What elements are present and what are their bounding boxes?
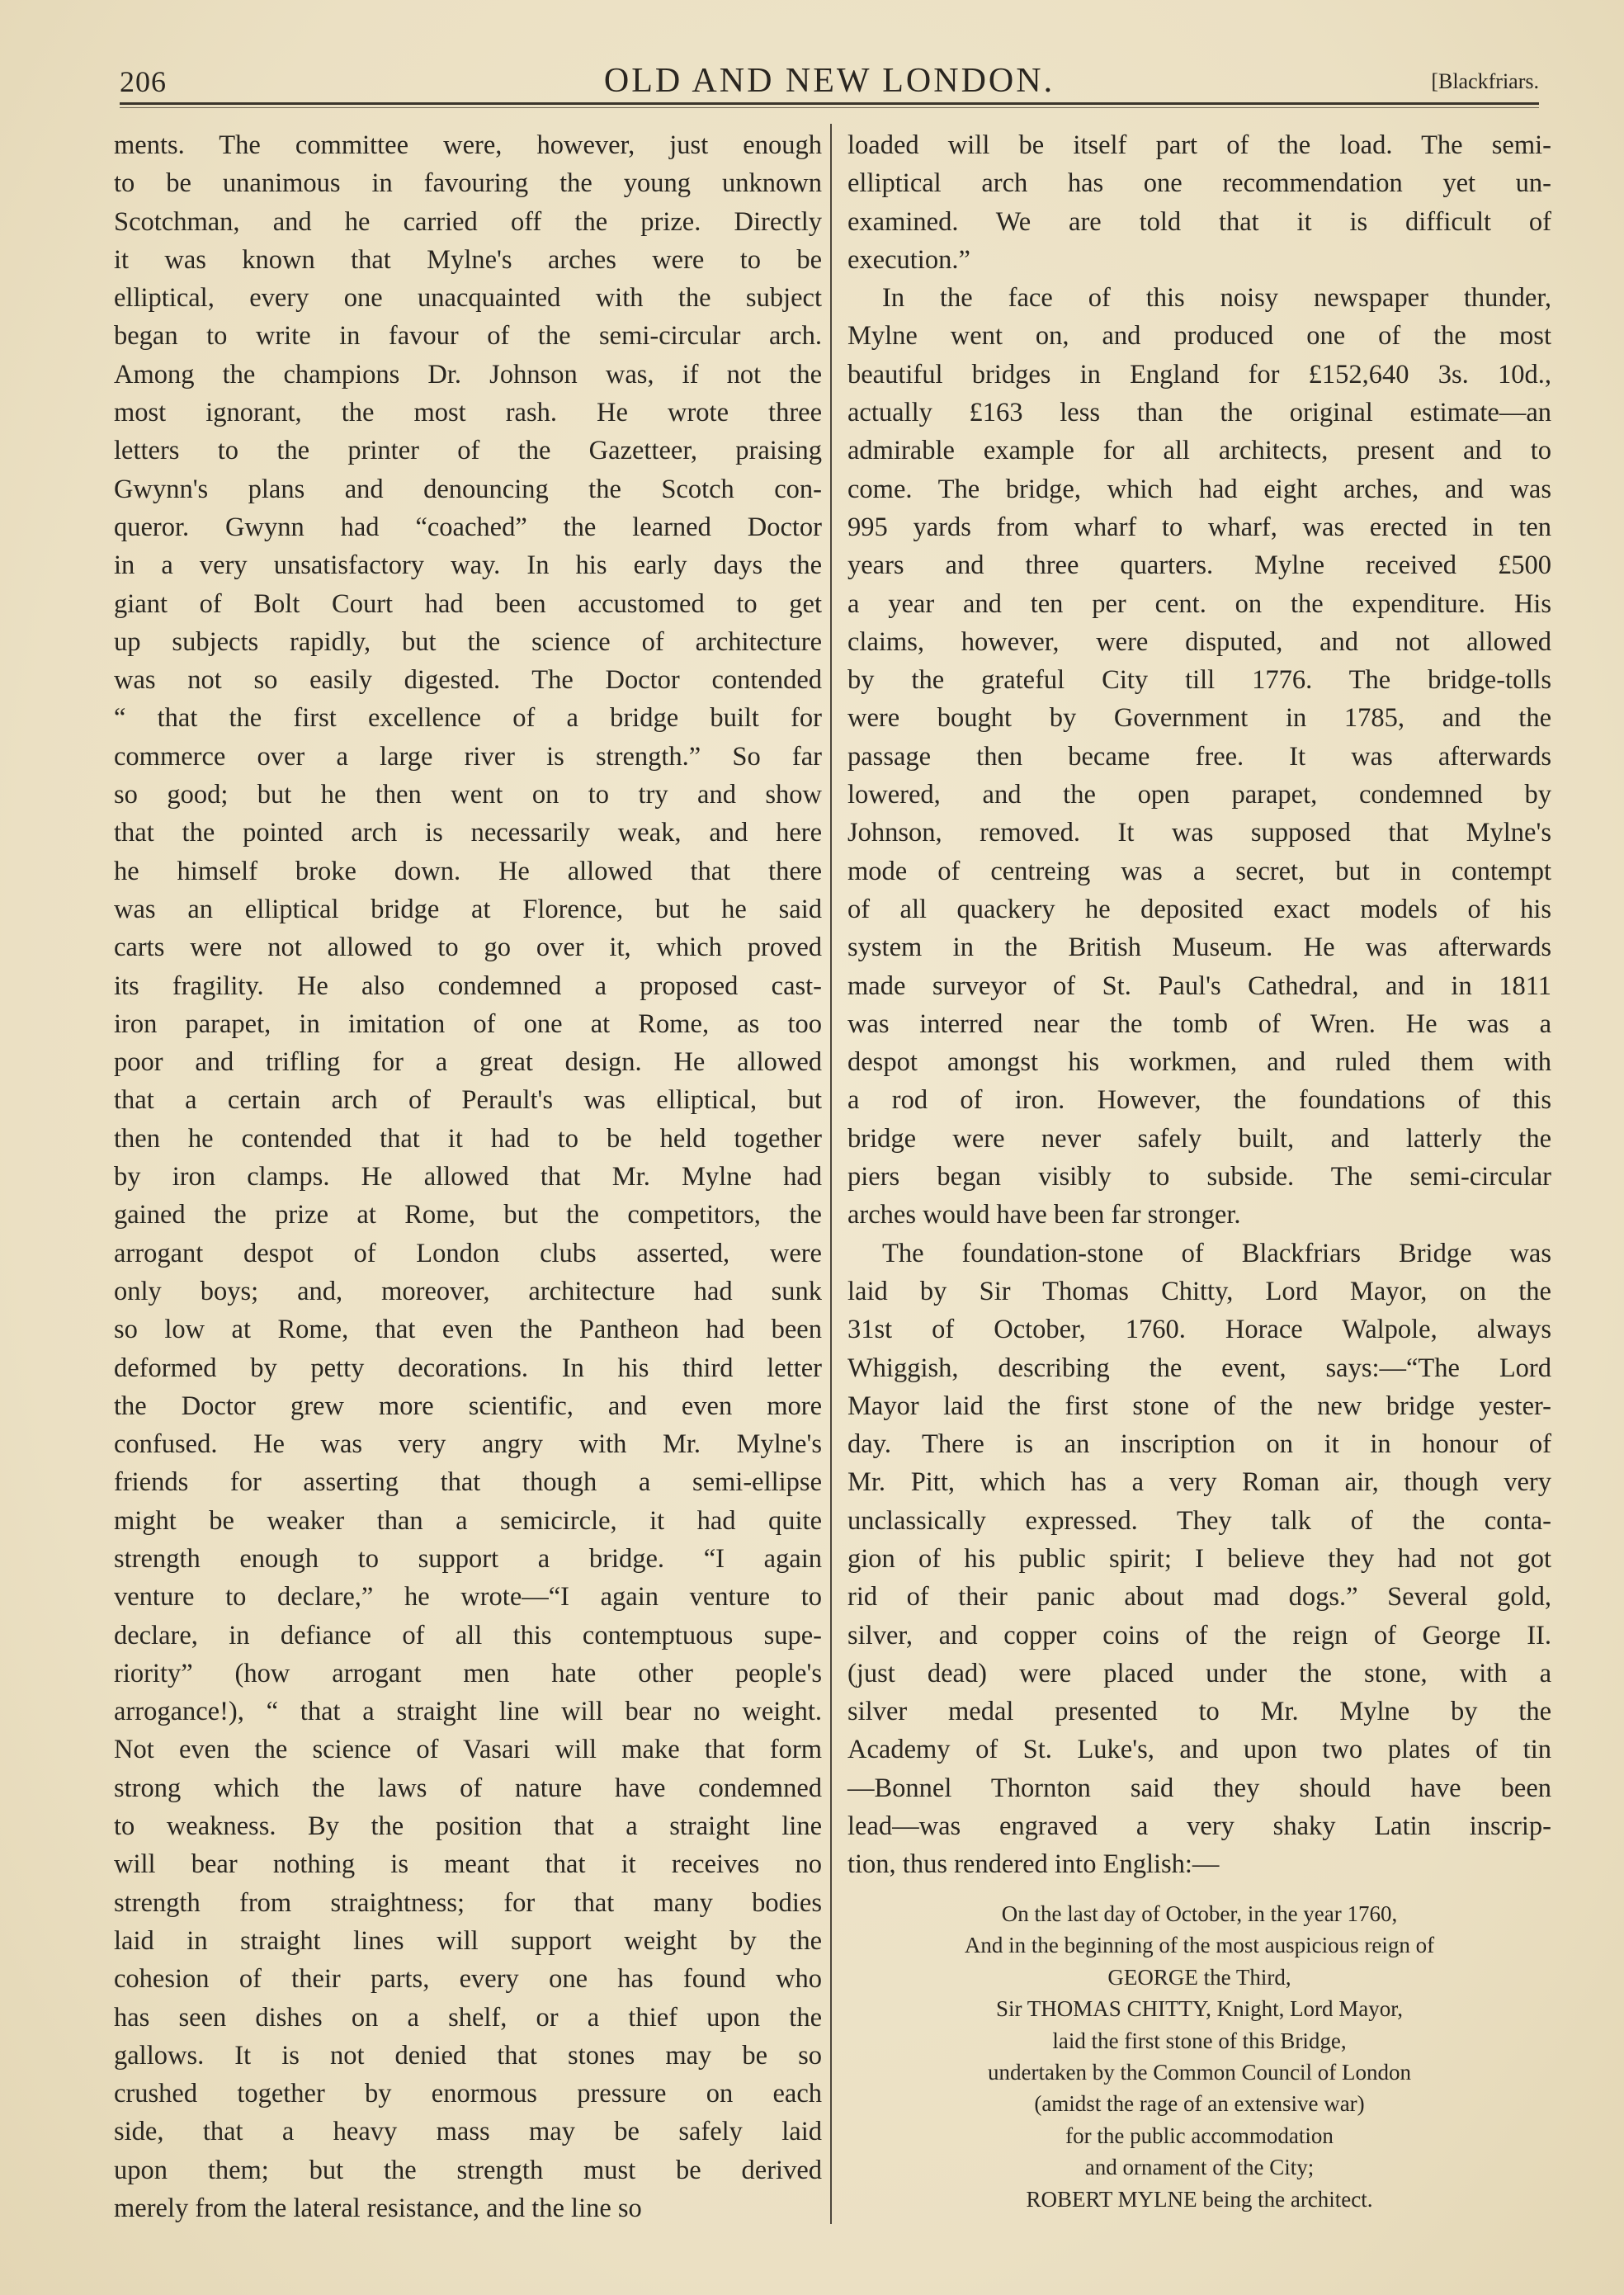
text-line: Among the champions Dr. Johnson was, if not the bbox=[114, 359, 822, 390]
text-line: a rod of iron. However, the foundations of this bbox=[847, 1085, 1551, 1116]
text-line: so low at Rome, that even the Pantheon had been bbox=[114, 1315, 822, 1345]
text-line: began to write in favour of the semi-circular arch. bbox=[114, 321, 822, 352]
text-line: beautiful bridges in England for £152,640 3s. 10d., bbox=[847, 359, 1551, 390]
text-line: loaded will be itself part of the load. The semi- bbox=[847, 130, 1551, 160]
text-line: Mayor laid the first stone of the new bridge yester- bbox=[847, 1391, 1551, 1421]
text-line: “ that the first excellence of a bridge built for bbox=[114, 703, 822, 734]
text-line: poor and trifling for a great design. He allowed bbox=[114, 1047, 822, 1078]
text-line: execution.” bbox=[847, 244, 970, 275]
text-line: The foundation-stone of Blackfriars Bridge was bbox=[882, 1238, 1551, 1268]
inscription-line: On the last day of October, in the year 1760, bbox=[1001, 1901, 1398, 1926]
text-line: it was known that Mylne's arches were to be bbox=[114, 244, 822, 275]
text-line: that a certain arch of Perault's was elliptical, but bbox=[114, 1085, 822, 1116]
header-rule-thin bbox=[120, 107, 1539, 108]
section-tag: [Blackfriars. bbox=[1431, 69, 1539, 93]
text-line: will bear nothing is meant that it receives no bbox=[114, 1849, 822, 1880]
text-line: despot amongst his workmen, and ruled them with bbox=[847, 1047, 1551, 1078]
text-line: up subjects rapidly, but the science of architecture bbox=[114, 626, 822, 657]
text-line: elliptical arch has one recommendation yet un- bbox=[847, 168, 1551, 199]
text-line: merely from the lateral resistance, and the line so bbox=[114, 2193, 642, 2224]
inscription-line: Sir THOMAS CHITTY, Knight, Lord Mayor, bbox=[996, 1996, 1403, 2022]
inscription-line: laid the first stone of this Bridge, bbox=[1052, 2028, 1347, 2053]
text-line: were bought by Government in 1785, and the bbox=[847, 703, 1551, 734]
text-line: was interred near the tomb of Wren. He was a bbox=[847, 1008, 1551, 1039]
text-line: upon them; but the strength must be derived bbox=[114, 2155, 822, 2185]
text-line: 31st of October, 1760. Horace Walpole, always bbox=[847, 1315, 1551, 1345]
text-line: that the pointed arch is necessarily weak, and here bbox=[114, 818, 822, 848]
text-line: arrogant despot of London clubs asserted, were bbox=[114, 1238, 822, 1268]
text-line: has seen dishes on a shelf, or a thief upon the bbox=[114, 2002, 822, 2033]
text-line: made surveyor of St. Paul's Cathedral, and in 1811 bbox=[847, 970, 1551, 1001]
text-line: years and three quarters. Mylne received £500 bbox=[847, 550, 1551, 581]
text-line: day. There is an inscription on it in honour of bbox=[847, 1429, 1551, 1460]
text-line: Not even the science of Vasari will make that form bbox=[114, 1735, 822, 1765]
text-line: he himself broke down. He allowed that there bbox=[114, 856, 822, 886]
text-line: actually £163 less than the original estimate—an bbox=[847, 398, 1551, 428]
inscription-line: for the public accommodation bbox=[1065, 2123, 1334, 2148]
text-line: gained the prize at Rome, but the competitors, the bbox=[114, 1200, 822, 1230]
text-line: its fragility. He also condemned a proposed cast- bbox=[114, 970, 822, 1001]
running-title: OLD AND NEW LONDON. bbox=[603, 62, 1055, 100]
text-line: Johnson, removed. It was supposed that Mylne's bbox=[847, 818, 1551, 848]
text-line: queror. Gwynn had “coached” the learned Doctor bbox=[114, 512, 822, 542]
text-line: rid of their panic about mad dogs.” Several gold, bbox=[847, 1582, 1551, 1613]
text-line: riority” (how arrogant men hate other people's bbox=[114, 1658, 822, 1688]
text-line: arrogance!), “ that a straight line will bear no weight. bbox=[114, 1697, 822, 1727]
text-line: In the face of this noisy newspaper thunder, bbox=[882, 283, 1551, 314]
text-line: elliptical, every one unacquainted with the subject bbox=[114, 283, 822, 314]
text-line: commerce over a large river is strength.” So far bbox=[114, 741, 822, 772]
text-line: Mr. Pitt, which has a very Roman air, though very bbox=[847, 1467, 1551, 1498]
text-line: in a very unsatisfactory way. In his early days the bbox=[114, 550, 822, 581]
text-line: then he contended that it had to be held together bbox=[114, 1123, 822, 1154]
text-line: venture to declare,” he wrote—“I again venture to bbox=[114, 1582, 822, 1613]
text-line: —Bonnel Thornton said they should have been bbox=[847, 1773, 1551, 1803]
text-line: come. The bridge, which had eight arches, and was bbox=[847, 474, 1551, 504]
inscription-line: GEORGE the Third, bbox=[1107, 1964, 1291, 1990]
text-line: admirable example for all architects, present and to bbox=[847, 436, 1551, 466]
text-line: a year and ten per cent. on the expenditure. His bbox=[847, 588, 1551, 619]
text-line: laid by Sir Thomas Chitty, Lord Mayor, on the bbox=[847, 1276, 1551, 1306]
text-line: lead—was engraved a very shaky Latin inscrip- bbox=[847, 1811, 1551, 1842]
inscription-line: (amidst the rage of an extensive war) bbox=[1034, 2091, 1365, 2117]
text-line: arches would have been far stronger. bbox=[847, 1200, 1241, 1230]
text-line: 995 yards from wharf to wharf, was erected in ten bbox=[847, 512, 1551, 542]
text-line: carts were not allowed to go over it, which proved bbox=[114, 933, 822, 963]
text-line: by iron clamps. He allowed that Mr. Mylne had bbox=[114, 1162, 822, 1192]
text-line: laid in straight lines will support weight by the bbox=[114, 1925, 822, 1956]
text-line: of all quackery he deposited exact models of his bbox=[847, 894, 1551, 924]
text-line: giant of Bolt Court had been accustomed to get bbox=[114, 588, 822, 619]
text-line: most ignorant, the most rash. He wrote three bbox=[114, 398, 822, 428]
text-line: was an elliptical bridge at Florence, but he said bbox=[114, 894, 822, 924]
text-line: iron parapet, in imitation of one at Rome, as too bbox=[114, 1008, 822, 1039]
text-line: declare, in defiance of all this contemptuous supe- bbox=[114, 1620, 822, 1650]
header-rule bbox=[120, 102, 1539, 105]
text-line: examined. We are told that it is difficult of bbox=[847, 206, 1551, 237]
text-line: to be unanimous in favouring the young unknown bbox=[114, 168, 822, 199]
left-column bbox=[114, 126, 822, 2227]
text-line: only boys; and, moreover, architecture had sunk bbox=[114, 1276, 822, 1306]
page-header bbox=[120, 58, 1539, 107]
inscription-line: and ornament of the City; bbox=[1084, 2155, 1315, 2180]
text-line: claims, however, were disputed, and not allowed bbox=[847, 626, 1551, 657]
text-line: crushed together by enormous pressure on each bbox=[114, 2079, 822, 2109]
text-line: mode of centreing was a secret, but in contempt bbox=[847, 856, 1551, 886]
text-line: silver, and copper coins of the reign of George II. bbox=[847, 1620, 1551, 1650]
text-line: gion of his public spirit; I believe they had not got bbox=[847, 1543, 1551, 1574]
text-line: deformed by petty decorations. In his third letter bbox=[114, 1353, 822, 1383]
text-line: unclassically expressed. They talk of the conta- bbox=[847, 1505, 1551, 1536]
text-line: friends for asserting that though a semi-ellipse bbox=[114, 1467, 822, 1498]
inscription-line: And in the beginning of the most auspicious reign of bbox=[964, 1933, 1435, 1958]
text-line: (just dead) were placed under the stone, with a bbox=[847, 1658, 1551, 1688]
text-line: Whiggish, describing the event, says:—“The Lord bbox=[847, 1353, 1551, 1383]
text-line: the Doctor grew more scientific, and even more bbox=[114, 1391, 822, 1421]
inscription-block bbox=[847, 1898, 1551, 2215]
text-line: ments. The committee were, however, just enough bbox=[114, 130, 822, 160]
text-line: Gwynn's plans and denouncing the Scotch con- bbox=[114, 474, 822, 504]
text-line: Academy of St. Luke's, and upon two plates of tin bbox=[847, 1735, 1551, 1765]
text-line: system in the British Museum. He was afterwards bbox=[847, 933, 1551, 963]
text-line: side, that a heavy mass may be safely laid bbox=[114, 2117, 822, 2147]
text-line: so good; but he then went on to try and show bbox=[114, 780, 822, 810]
text-line: confused. He was very angry with Mr. Mylne's bbox=[114, 1429, 822, 1460]
text-line: to weakness. By the position that a straight line bbox=[114, 1811, 822, 1842]
page-number: 206 bbox=[120, 65, 167, 98]
right-column bbox=[847, 126, 1551, 1884]
text-line: piers began visibly to subside. The semi-circular bbox=[847, 1162, 1551, 1192]
text-line: bridge were never safely built, and latterly the bbox=[847, 1123, 1551, 1154]
column-divider bbox=[830, 124, 832, 2224]
text-line: tion, thus rendered into English:— bbox=[847, 1849, 1220, 1880]
text-line: Mylne went on, and produced one of the most bbox=[847, 321, 1551, 352]
text-line: strength from straightness; for that many bodies bbox=[114, 1887, 822, 1918]
text-line: letters to the printer of the Gazetteer, praising bbox=[114, 436, 822, 466]
inscription-line: undertaken by the Common Council of London bbox=[988, 2060, 1411, 2085]
text-line: lowered, and the open parapet, condemned by bbox=[847, 780, 1551, 810]
text-line: strength enough to support a bridge. “I again bbox=[114, 1543, 822, 1574]
text-line: silver medal presented to Mr. Mylne by the bbox=[847, 1697, 1551, 1727]
text-line: passage then became free. It was afterwards bbox=[847, 741, 1551, 772]
text-line: by the grateful City till 1776. The bridge-tolls bbox=[847, 665, 1551, 696]
text-line: gallows. It is not denied that stones may be so bbox=[114, 2040, 822, 2071]
text-line: strong which the laws of nature have condemned bbox=[114, 1773, 822, 1803]
text-line: might be weaker than a semicircle, it had quite bbox=[114, 1505, 822, 1536]
text-line: Scotchman, and he carried off the prize. Directly bbox=[114, 206, 822, 237]
text-line: was not so easily digested. The Doctor contended bbox=[114, 665, 822, 696]
inscription-line: ROBERT MYLNE being the architect. bbox=[1026, 2186, 1373, 2212]
text-line: cohesion of their parts, every one has found who bbox=[114, 1964, 822, 1995]
